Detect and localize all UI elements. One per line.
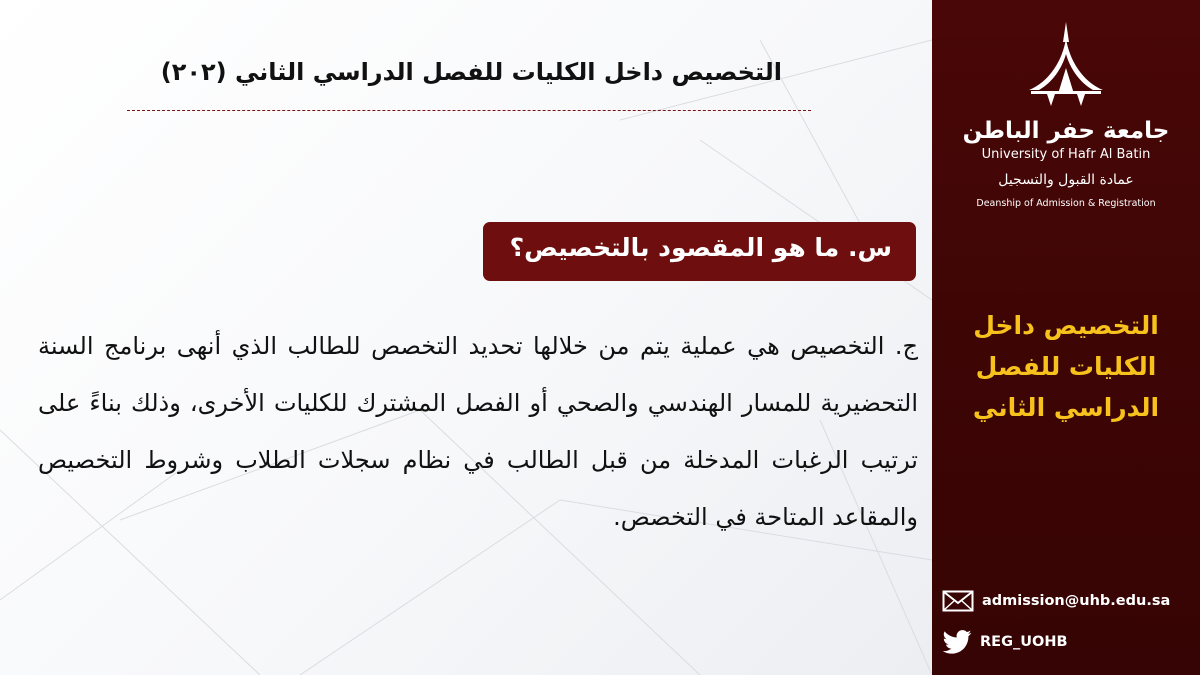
- envelope-icon: [942, 590, 974, 612]
- email-contact[interactable]: [942, 587, 1192, 615]
- twitter-contact[interactable]: [942, 628, 1192, 656]
- deanship-name-arabic: عمادة القبول والتسجيل: [998, 172, 1134, 188]
- twitter-handle[interactable]: REG_UOHB: [980, 634, 1068, 650]
- title-divider: [127, 110, 811, 111]
- sidebar: [932, 0, 1200, 675]
- question-box: [483, 222, 916, 281]
- email-address[interactable]: admission@uhb.edu.sa: [982, 593, 1171, 609]
- answer-text: ج. التخصيص هي عملية يتم من خلالها تحديد التخصص للطالب الذي أنهى برنامج السنة التحضيرية للمسار الهندسي والصحي أو الفصل المشترك للكليات الأخرى، وذلك بناءً على ترتيب الرغبات المدخلة من قبل الطالب في نظام سجلات الطلاب وشروط التخصيص والمقاعد المتاحة في التخصص.: [38, 332, 918, 531]
- university-logo-icon: [1027, 20, 1105, 108]
- sidebar-heading: التخصيص داخل الكليات للفصل الدراسي الثاني: [972, 311, 1160, 422]
- university-name-arabic: جامعة حفر الباطن: [962, 118, 1170, 144]
- university-name-english: University of Hafr Al Batin: [981, 147, 1151, 162]
- deanship-name-english: Deanship of Admission & Registration: [976, 198, 1156, 209]
- twitter-bird-icon: [942, 630, 972, 654]
- page-title: التخصيص داخل الكليات للفصل الدراسي الثاني (٢٠٢): [160, 58, 782, 86]
- question-text: س. ما هو المقصود بالتخصيص؟: [509, 233, 892, 262]
